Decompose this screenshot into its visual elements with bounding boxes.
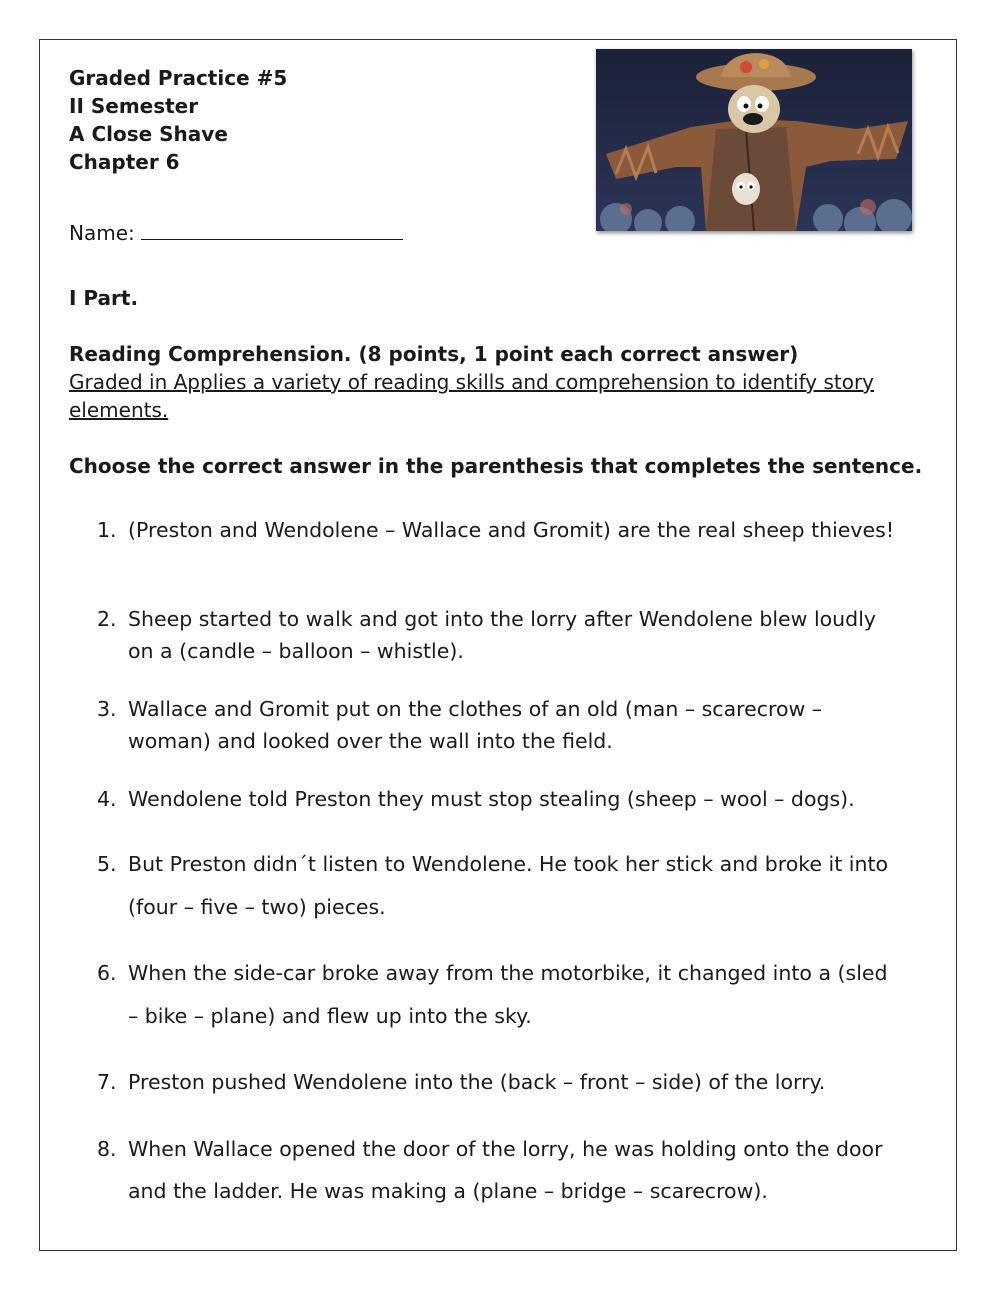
name-field <box>69 219 403 247</box>
question-number: 6. <box>97 961 117 985</box>
question-number: 7. <box>97 1070 117 1094</box>
name-blank-line[interactable] <box>141 219 403 240</box>
question-8 <box>97 1128 897 1212</box>
chapter-label: Chapter 6 <box>69 150 180 174</box>
worksheet-header <box>69 64 287 176</box>
question-text: Wendolene told Preston they must stop stealing (sheep – wool – dogs). <box>128 787 855 811</box>
question-1 <box>97 514 897 546</box>
scarecrow-illustration <box>596 49 912 231</box>
grading-criteria: Graded in Applies a variety of reading skills and comprehension to identify story elements. <box>69 370 875 422</box>
question-number: 1. <box>97 518 117 542</box>
worksheet-title: Graded Practice #5 <box>69 66 288 90</box>
question-text: But Preston didn´t listen to Wendolene. He took her stick and broke it into (four – five – two) pieces. <box>128 852 889 919</box>
instructions: Choose the correct answer in the parenthesis that completes the sentence. <box>69 454 923 478</box>
question-text: (Preston and Wendolene – Wallace and Gromit) are the real sheep thieves! <box>128 518 895 542</box>
name-label: Name: <box>69 221 135 245</box>
section-title: Reading Comprehension. (8 points, 1 point each correct answer) <box>69 342 799 366</box>
question-number: 8. <box>97 1137 117 1161</box>
book-title: A Close Shave <box>69 122 228 146</box>
question-7 <box>97 1061 897 1104</box>
question-text: Sheep started to walk and got into the lorry after Wendolene blew loudly on a (candle – balloon – whistle). <box>128 607 877 663</box>
question-text: Preston pushed Wendolene into the (back – front – side) of the lorry. <box>128 1070 826 1094</box>
question-2 <box>97 603 897 667</box>
question-3 <box>97 693 897 757</box>
question-text: When the side-car broke away from the motorbike, it changed into a (sled – bike – plane) and flew up into the sky. <box>128 961 888 1028</box>
question-6 <box>97 952 897 1038</box>
question-4 <box>97 783 897 815</box>
question-number: 2. <box>97 607 117 631</box>
question-number: 4. <box>97 787 117 811</box>
question-text: Wallace and Gromit put on the clothes of an old (man – scarecrow – woman) and looked over the wall into the field. <box>128 697 823 753</box>
question-5 <box>97 843 897 929</box>
question-number: 3. <box>97 697 117 721</box>
scarecrow-photo <box>596 49 912 231</box>
question-text: When Wallace opened the door of the lorry, he was holding onto the door and the ladder. He was making a (plane – bridge – scarecrow). <box>128 1137 883 1203</box>
semester-label: II Semester <box>69 94 199 118</box>
part-title: I Part. <box>69 286 139 310</box>
question-number: 5. <box>97 852 117 876</box>
